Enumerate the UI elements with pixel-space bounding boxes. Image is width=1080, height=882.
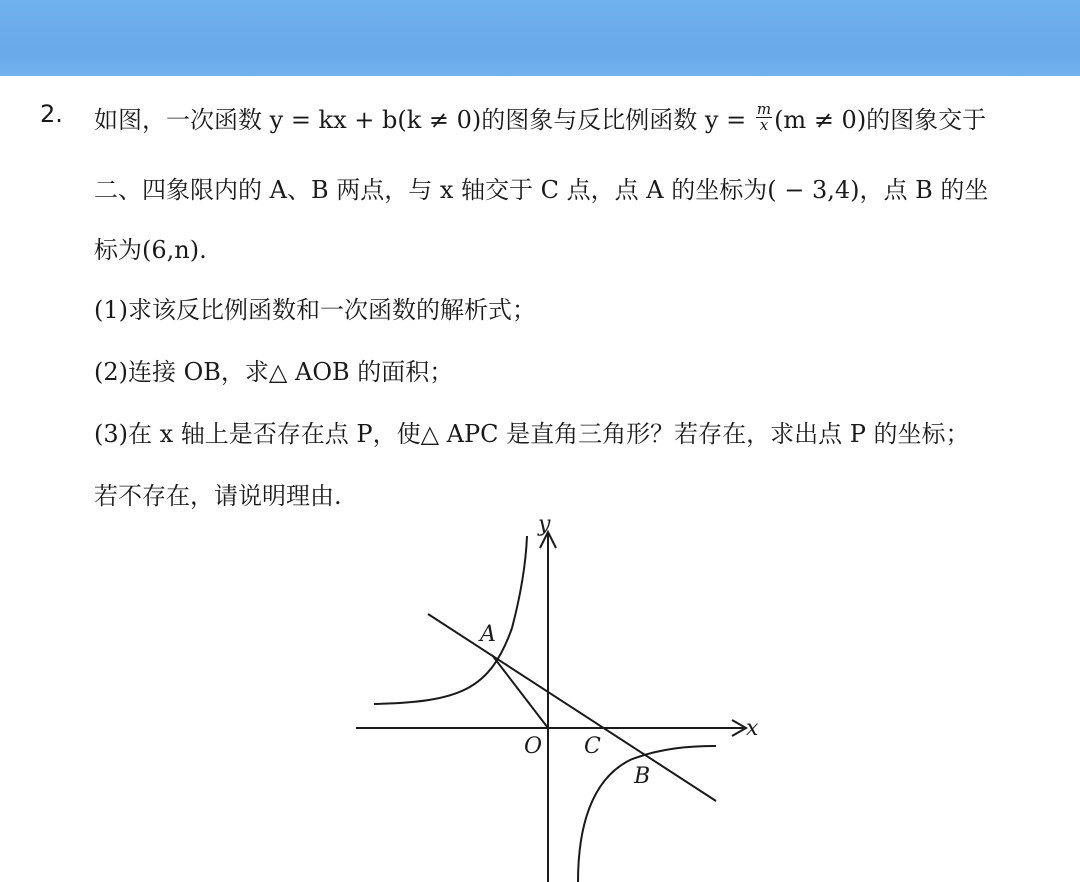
question-3-continued: 若不存在，请说明理由. <box>94 482 342 510</box>
point-C-label: C <box>584 734 601 759</box>
problem-line-3: 标为(6,n). <box>94 236 207 264</box>
origin-label: O <box>524 734 543 759</box>
problem-line-1 <box>94 100 986 137</box>
graph-svg <box>340 510 780 882</box>
function-graph-figure <box>340 510 780 882</box>
fraction-numerator: m <box>756 100 772 118</box>
point-A-label: A <box>480 622 496 647</box>
x-axis-label: x <box>746 716 759 741</box>
question-1: (1)求该反比例函数和一次函数的解析式； <box>94 296 536 324</box>
problem-number: 2. <box>40 100 63 128</box>
point-B-label: B <box>634 764 651 789</box>
linear-function-line <box>428 614 716 801</box>
hyperbola-branch-upper-left <box>374 536 527 704</box>
segment-OA <box>492 655 548 728</box>
fraction-denominator: x <box>759 116 769 134</box>
question-2: (2)连接 OB，求△ AOB 的面积； <box>94 358 454 386</box>
line1-post: (m ≠ 0)的图象交于 <box>774 106 987 134</box>
problem-line-2: 二、四象限内的 A、B 两点，与 x 轴交于 C 点，点 A 的坐标为( − 3,4)，点 B 的坐 <box>94 176 989 204</box>
line1-pre: 如图，一次函数 y = kx + b(k ≠ 0)的图象与反比例函数 y = <box>94 106 754 134</box>
y-axis-label: y <box>538 512 551 537</box>
fraction-m-over-x <box>756 102 772 133</box>
question-3: (3)在 x 轴上是否存在点 P，使△ APC 是直角三角形？若存在，求出点 P 的坐标； <box>94 420 970 448</box>
header-banner <box>0 0 1080 76</box>
